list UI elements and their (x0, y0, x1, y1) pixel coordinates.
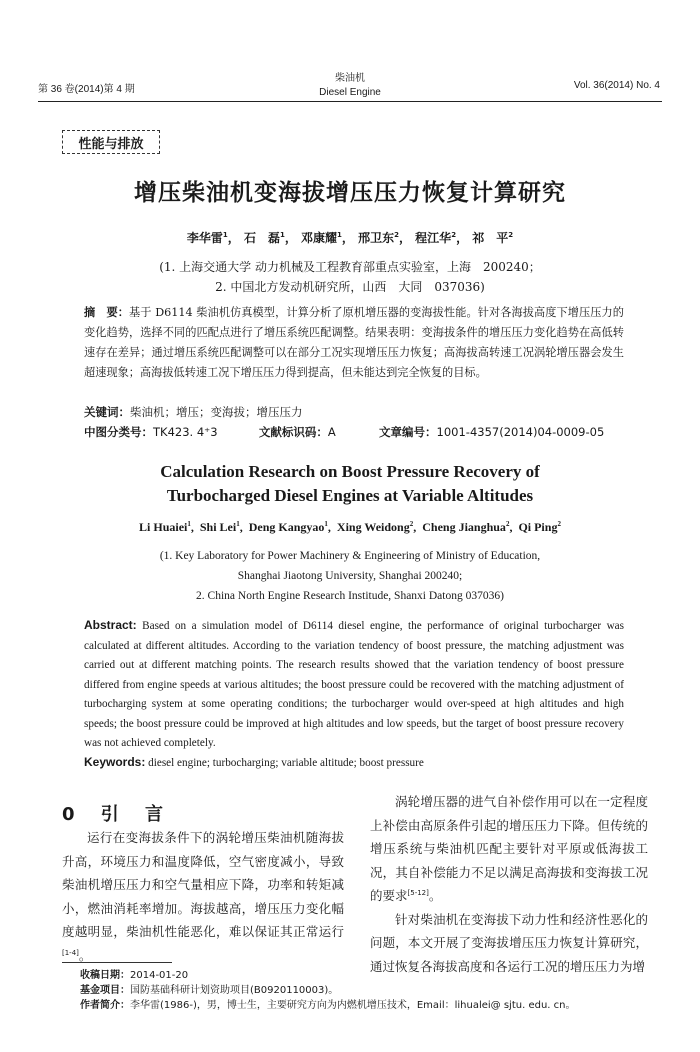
paper-title-en-line1: Calculation Research on Boost Pressure Recovery of (160, 462, 540, 481)
abstract-en (84, 616, 624, 754)
footnote-rule (62, 962, 172, 963)
abstract-en-label: Abstract: (84, 618, 137, 632)
intro-paragraph: 涡轮增压器的进气自补偿作用可以在一定程度上补偿由高原条件引起的增压压力下降。但传统的增压系统与柴油机匹配主要针对平原或低海拔工况，其自补偿能力不足以满足高海拔和变海拔工况的要求[5-12]。 (370, 794, 648, 903)
journal-volume-cn: 第 36 卷(2014)第 4 期 (38, 84, 135, 95)
abstract-cn-text: 基于 D6114 柴油机仿真模型，计算分析了原机增压器的变海拔性能。针对各海拔高度下增压压力的变化趋势，选择不同的匹配点进行了增压系统匹配调整。结果表明：变海拔条件的增压压力变化趋势在高低转速存在差异；通过增压系统匹配调整可以在部分工况实现增压压力恢复；高海拔高转速工况涡轮增压器会发生超速现象；高海拔低转速工况下增压压力得到提高，但未能达到完全恢复的目标。 (84, 306, 624, 379)
section-label: 性能与排放 (62, 130, 160, 154)
author-cn: 程江华$^2$ (415, 231, 457, 245)
section-heading-intro: 0 引 言 (62, 804, 174, 825)
classification-line (84, 424, 644, 440)
author-en: Li Huaiei$^1$ (139, 520, 191, 534)
author-en: Cheng Jianghua$^2$ (422, 520, 510, 534)
author-cn: 邢卫东$^2$ (358, 231, 399, 245)
paper-title-en-line2: Turbocharged Diesel Engines at Variable Altitudes (166, 486, 534, 505)
article-no-label: 文章编号： (379, 425, 437, 439)
keywords-en (84, 753, 624, 774)
journal-name-en: Diesel Engine (319, 87, 381, 98)
footnote-fund: 基金项目：国防基础科研计划资助项目(B0920110003)。 (80, 985, 339, 996)
citation: [5-12] (407, 888, 429, 897)
intro-paragraph: 运行在变海拔条件下的涡轮增压柴油机随海拔升高，环境压力和温度降低，空气密度减小，导致柴油机增压压力和空气量相应下降，功率和转矩减小，燃油消耗率增加。海拔越高，增压压力变化幅度越明显，柴油机性能恶化，难以保证其正常运行[1-4]。 (62, 830, 344, 963)
authors-cn: 李华雷$^1$， 石 磊$^1$， 邓康耀$^1$， 邢卫东$^2$， 程江华$^2$， 祁 平$^2$ (186, 231, 514, 245)
authors-en: Li Huaiei$^1$, Shi Lei$^1$, Deng Kangyao$^1$, Xing Weidong$^2$, Cheng Jianghua$^2$, Qi Ping$^2$ (139, 520, 561, 534)
intro-right-column (370, 790, 648, 978)
author-en: Deng Kangyao$^1$ (248, 520, 328, 534)
author-en: Shi Lei$^1$ (199, 520, 240, 534)
abstract-cn-label: 摘 要： (84, 306, 130, 319)
keywords-en-text: diesel engine; turbocharging; variable altitude; boost pressure (145, 757, 424, 769)
affiliation-en-1: (1. Key Laboratory for Power Machinery & Engineering of Ministry of Education, (159, 550, 541, 562)
author-cn: 石 磊$^1$ (243, 231, 285, 245)
clc-label: 中图分类号： (84, 425, 153, 439)
doc-code-value: A (327, 425, 336, 439)
affiliation-en-3: 2. China North Engine Research Institude, Shanxi Datong 037036) (196, 590, 504, 602)
keywords-en-label: Keywords: (84, 755, 146, 769)
article-no-value: 1001-4357(2014)04-0009-05 (436, 425, 605, 439)
affiliation-cn-1: (1. 上海交通大学 动力机械及工程教育部重点实验室，上海 200240； (159, 260, 541, 274)
keywords-cn-text: 柴油机；增压；变海拔；增压压力 (130, 405, 303, 419)
author-en: Xing Weidong$^2$ (336, 520, 414, 534)
keywords-cn-label: 关键词： (84, 405, 130, 419)
journal-volume-en: Vol. 36(2014) No. 4 (573, 80, 660, 91)
affiliation-cn-2: 2. 中国北方发动机研究所，山西 大同 037036) (215, 280, 485, 294)
author-cn: 邓康耀$^1$ (301, 231, 342, 245)
author-en: Qi Ping$^2$ (518, 520, 561, 534)
paper-title-cn: 增压柴油机变海拔增压压力恢复计算研究 (134, 180, 566, 206)
doc-code-label: 文献标识码： (258, 425, 328, 439)
journal-name-cn: 柴油机 (335, 73, 365, 84)
clc-value: TK423. 4⁺3 (153, 425, 218, 439)
author-cn: 祁 平$^2$ (472, 231, 514, 245)
intro-left-column (62, 826, 344, 967)
header-rule (38, 101, 662, 102)
keywords-cn (84, 404, 644, 420)
author-cn: 李华雷$^1$ (186, 231, 228, 245)
footnote-author: 作者简介：李华雷(1986-)，男，博士生，主要研究方向为内燃机增压技术，Email：lihualei@ sjtu. edu. cn。 (80, 1000, 576, 1011)
abstract-en-text: Based on a simulation model of D6114 diesel engine, the performance of original turbocharger was calculated at different altitudes. According to the variation tendency of boost pressure, the matching adjustment was carried out at different matching points. The research results showed that the variation tendency of boost pressure differed from engine speeds at various altitudes; the boost pressure could be recovered with the matching adjustment of turbocharging system at some operating conditions; the turbocharger would over-speed at high altitudes and high speeds; the boost pressure could be improved at high altitudes and low speeds, but the target of boost pressure recovery was not achieved completely. (84, 620, 624, 749)
abstract-cn (84, 303, 624, 383)
affiliation-en-2: Shanghai Jiaotong University, Shanghai 200240; (237, 570, 463, 582)
intro-paragraph: 针对柴油机在变海拔下动力性和经济性恶化的问题，本文开展了变海拔增压压力恢复计算研究，通过恢复各海拔高度和各运行工况的增压压力为增 (370, 911, 648, 974)
citation: [1-4] (62, 948, 79, 957)
footnote-received: 收稿日期：2014-01-20 (80, 970, 189, 981)
